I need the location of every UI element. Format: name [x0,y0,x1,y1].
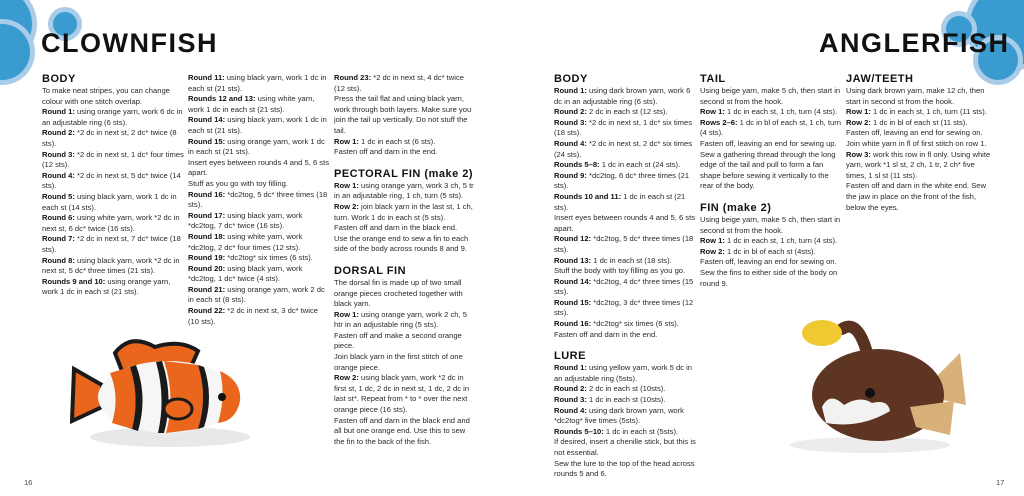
instruction-step [188,264,330,285]
step-label: Row 2: [700,246,725,256]
instruction-step [554,160,696,171]
instruction-step [188,137,330,158]
step-text: *dc2tog, 5 dc* three times (18 sts). [188,189,328,210]
step-label: Round 16: [188,189,226,199]
step-text: 1 dc in each st (21 sts). [554,191,686,212]
step-label: Row 1: [334,180,359,190]
step-text: using black yarn, work *2 dc in first st, 1 dc, 2 dc in next st, 1 dc, 2 dc in last st*. Repeat from * to * over the next orange piece (16 sts). [334,373,470,415]
instruction-step [554,192,696,213]
instruction-text: Insert eyes between rounds 4 and 5, 6 sts apart. [554,213,695,233]
step-text: *dc2tog* six times (6 sts). [225,253,313,263]
instruction-step [554,256,696,267]
clownfish-photo [70,325,260,455]
instruction-step [700,118,842,139]
instruction-step [700,107,842,118]
step-text: using yellow yarn, work 5 dc in an adjustable ring (5sts). [554,363,692,383]
step-label: Row 1: [334,136,359,146]
instruction-text: To make neat stripes, you can change colour with one stitch overlap. [42,86,170,106]
step-text: *2 dc in next st, 5 dc* twice (14 sts). [42,170,181,191]
page-number: 17 [996,478,1005,487]
step-label: Round 4: [554,405,587,415]
page-title: CLOWNFISH [41,28,218,58]
step-label: Round 9: [554,170,587,180]
step-label: Row 2: [846,117,871,127]
step-text: using white yarn, work *dc2tog, 2 dc* four times (12 sts). [188,231,303,252]
instruction-step [846,118,991,129]
instruction-step [188,73,330,94]
instruction-step [42,150,184,171]
step-label: Round 3: [554,395,587,405]
step-text: using white yarn, work *2 dc in next st, 6 dc* twice (16 sts). [42,213,180,233]
step-text: *dc2tog, 6 dc* three times (21 sts). [554,170,690,191]
step-text: *dc2tog, 3 dc* three times (12 sts). [554,297,694,318]
step-label: Round 13: [554,255,592,265]
instruction-step [554,277,696,298]
instruction-step [554,384,696,395]
step-label: Round 1: [554,363,587,373]
step-label: Round 2: [554,107,587,117]
instruction-text: Stuff the body with toy filling as you go. [554,266,686,276]
step-label: Round 17: [188,210,226,220]
step-text: join black yarn in the last st, 1 ch, turn. Work 1 dc in each st (5 sts). [334,201,473,222]
instruction-step [188,211,330,232]
instruction-step [334,73,476,94]
step-label: Round 15: [188,136,226,146]
step-label: Round 14: [554,276,592,286]
instruction-text: Fasten off and darn in the white end. Sew the jaw in place on the front of the fish, below the eyes. [846,181,987,212]
step-label: Round 4: [554,138,587,148]
instruction-step [334,202,476,223]
step-label: Row 3: [846,149,871,159]
text-column [188,73,330,327]
step-text: *dc2tog, 4 dc* three times (15 sts). [554,276,694,297]
step-label: Round 4: [42,170,75,180]
step-label: Round 1: [42,107,75,117]
step-text: *dc2tog, 5 dc* three times (18 sts). [554,234,694,254]
step-label: Rounds 5–8: [554,160,600,170]
step-text: using dark brown yarn, work *dc2tog* five times (5sts). [554,405,684,426]
instruction-text: If desired, insert a chenille stick, but this is not essential. [554,437,696,457]
step-text: using black yarn, work *dc2tog, 1 dc* twice (4 sts). [188,263,303,284]
instruction-step [188,94,330,115]
step-label: Round 3: [554,117,587,127]
step-label: Round 12: [554,234,592,244]
step-label: Round 20: [188,263,226,273]
text-column [554,73,696,480]
step-label: Round 11: [188,73,225,82]
step-text: *2 dc in next st, 4 dc* twice (12 sts). [334,73,464,93]
step-label: Rounds 12 and 13: [188,94,256,104]
instruction-step [42,171,184,192]
step-text: using orange yarn, work 1 dc in each st (21 sts). [42,276,171,297]
step-text: using orange yarn, work 2 ch, 5 htr in an adjustable ring (5 sts). [334,309,467,330]
right-page [512,0,1024,496]
step-text: *dc2tog* six times (6 sts). [591,319,679,329]
eye [865,388,875,398]
step-text: *2 dc in next st, 2 dc* six times (24 sts). [554,138,692,159]
step-label: Round 19: [188,253,226,263]
section-heading: BODY [554,73,588,85]
step-text: using black yarn, work 1 dc in each st (21 sts). [188,115,327,135]
instruction-step [42,107,184,128]
step-label: Round 22: [188,306,226,316]
tail-fin [72,369,102,421]
step-label: Round 6: [42,213,75,223]
instruction-text: Fasten off, leaving an end for sewing on. Join white yarn in fl of first stitch on row 1. [846,128,987,148]
step-label: Row 1: [334,309,359,319]
step-text: using black yarn, work *dc2tog, 7 dc* twice (16 sts). [188,210,303,231]
step-label: Round 2: [554,384,587,394]
step-label: Round 16: [554,319,592,329]
instruction-step [554,427,696,438]
instruction-step [700,247,842,258]
step-text: 1 dc in each st (18 sts). [591,255,672,265]
step-text: using orange yarn, work 2 dc in each st (8 sts). [188,284,325,305]
step-label: Round 18: [188,231,226,241]
instruction-step [554,363,696,384]
instruction-step [188,285,330,306]
step-text: *2 dc in next st, 3 dc* twice (10 sts). [188,306,318,326]
step-text: using orange yarn, work 3 ch, 5 tr in an adjustable ring, 1 ch, turn (5 sts). [334,180,474,201]
instruction-text: Fasten off and darn in the black end and all but one orange end. Use this to sew the fin to the back of the fish. [334,415,470,446]
step-label: Rows 2–6: [700,117,738,127]
instruction-text: Fasten off and darn in the end. [334,147,438,157]
step-text: *2 dc in next st, 1 dc* four times (12 sts). [42,149,184,170]
instruction-step [554,395,696,406]
step-label: Round 21: [188,284,226,294]
instruction-text: Fasten off and darn in the end. [554,329,658,339]
instruction-step [554,298,696,319]
instruction-step [334,181,476,202]
instruction-text: Fasten off, leaving an end for sewing on. Sew the fins to either side of the body on round 9. [700,257,838,288]
step-label: Round 14: [188,115,226,125]
section-heading: TAIL [700,73,726,85]
step-text: 1 dc in each st (24 sts). [599,160,681,170]
eye [218,393,226,401]
instruction-text: Use the orange end to sew a fin to each side of the body across rounds 8 and 9. [334,233,469,254]
instruction-text: Press the tail flat and using black yarn, work through both layers. Make sure you join the tail up vertically. Do not stuff the tail. [334,94,472,135]
step-text: *2 dc in next st, 2 dc* twice (8 sts). [42,128,177,148]
instruction-step [846,107,991,118]
step-text: 1 dc in each st (10sts). [586,395,666,405]
step-text: 1 dc in each st, 1 ch, turn (4 sts). [724,236,838,246]
step-label: Rounds 5–10: [554,426,604,436]
step-label: Row 2: [334,373,359,383]
instruction-step [554,86,696,107]
step-label: Round 1: [554,86,587,95]
instruction-step [188,115,330,136]
step-label: Round 7: [42,234,75,244]
page-title: ANGLERFISH [819,28,1010,58]
step-label: Row 2: [334,201,359,211]
step-label: Rounds 9 and 10: [42,276,106,286]
text-column [700,73,842,289]
text-column [334,73,476,447]
step-text: using black yarn, work 1 dc in each st (14 sts). [42,191,177,212]
instruction-text: Using beige yarn, make 5 ch, then start in second st from the hook. [700,214,841,235]
instruction-step [42,256,184,277]
section-heading: JAW/TEETH [846,73,914,85]
step-label: Round 23: [334,73,372,82]
instruction-step [554,139,696,160]
instruction-step [334,310,476,331]
section-heading: PECTORAL FIN (make 2) [334,167,474,180]
step-text: using white yarn, work 1 dc in each st (21 sts). [188,94,315,114]
instruction-text: Fasten off and make a second orange piece. [334,330,462,351]
instruction-step [554,171,696,192]
text-column [42,73,184,298]
instruction-text: The dorsal fin is made up of two small orange pieces crocheted together with black yarn. [334,277,463,309]
instruction-step [42,234,184,255]
step-label: Round 8: [42,255,75,265]
instruction-text: Fasten off, leaving an end for sewing up. Sew a gathering thread through the long edge of the tail and pull to form a fan shape before sewing it vertically to the rear of the body. [700,138,837,191]
step-label: Rounds 10 and 11: [554,191,622,201]
instruction-text: Fasten off and darn in the black end. [334,223,458,233]
step-label: Row 1: [700,107,725,117]
step-text: using orange yarn, work 1 dc in each st (21 sts). [188,136,325,157]
step-text: *2 dc in next st, 1 dc* six times (18 sts). [554,117,692,138]
instruction-step [554,319,696,330]
step-text: 1 dc in bl of each st, 1 ch, turn (4 sts). [700,117,841,138]
step-label: Round 3: [42,149,75,159]
pectoral-fin [164,399,192,419]
instruction-text: Sew the lure to the top of the head across rounds 5 and 6. [554,458,695,479]
step-label: Round 5: [42,191,75,201]
step-text: using black yarn, work 1 dc in each st (21 sts). [188,73,327,93]
page-number: 16 [24,478,33,487]
instruction-step [846,150,991,182]
instruction-text: Join black yarn in the first stitch of one orange piece. [334,352,463,372]
section-heading: DORSAL FIN [334,264,407,277]
instruction-step [188,253,330,264]
instruction-step [334,137,476,148]
step-text: 2 dc in each st (10sts). [586,384,666,394]
instruction-step [188,232,330,253]
instruction-step [554,406,696,427]
instruction-text: Using beige yarn, make 5 ch, then start in second st from the hook. [700,86,841,106]
step-text: 1 dc in bl of each st (4sts). [724,246,816,256]
instruction-step [554,107,696,118]
instruction-step [554,234,696,255]
step-text: 1 dc in bl of each st (11 sts). [870,117,968,127]
step-text: using dark brown yarn, work 6 dc in an adjustable ring (6 sts). [554,86,691,106]
step-label: Round 2: [42,128,75,138]
instruction-step [42,213,184,234]
anglerfish-photo [770,295,970,455]
step-text: *2 dc in next st, 7 dc* twice (18 sts). [42,234,181,254]
lure [802,320,842,346]
step-text: 1 dc in each st, 1 ch, turn (11 sts). [870,107,987,117]
instruction-step [334,373,476,415]
instruction-step [42,277,184,298]
step-text: 1 dc in each st (6 sts). [358,136,436,146]
instruction-text: Using dark brown yarn, make 12 ch, then start in second st from the hook. [846,86,985,106]
instruction-text: Stuff as you go with toy filling. [188,178,288,188]
instruction-step [188,190,330,211]
step-label: Round 15: [554,297,592,307]
section-heading: FIN (make 2) [700,201,772,214]
section-heading: BODY [42,73,76,85]
step-text: using black yarn, work *2 dc in next st, 5 dc* three times (21 sts). [42,255,180,276]
step-text: work this row in fl only. Using white yarn, work *1 sl st, 2 ch, 1 tr, 2 ch* five times, 1 sl st (11 sts). [846,149,991,180]
step-text: 2 dc in each st (12 sts). [586,107,668,117]
instruction-step [42,192,184,213]
text-column [846,73,991,213]
step-label: Row 1: [700,236,725,246]
instruction-step [700,236,842,247]
instruction-text: Insert eyes between rounds 4 and 5, 6 sts apart. [188,157,329,178]
instruction-step [42,128,184,149]
instruction-step [554,118,696,139]
step-text: 1 dc in each st (5sts). [603,426,679,436]
step-text: using orange yarn, work 6 dc in an adjustable ring (6 sts). [42,107,183,127]
section-heading: LURE [554,350,586,363]
step-text: 1 dc in each st, 1 ch, turn (4 sts). [724,107,838,117]
step-label: Row 1: [846,107,871,117]
